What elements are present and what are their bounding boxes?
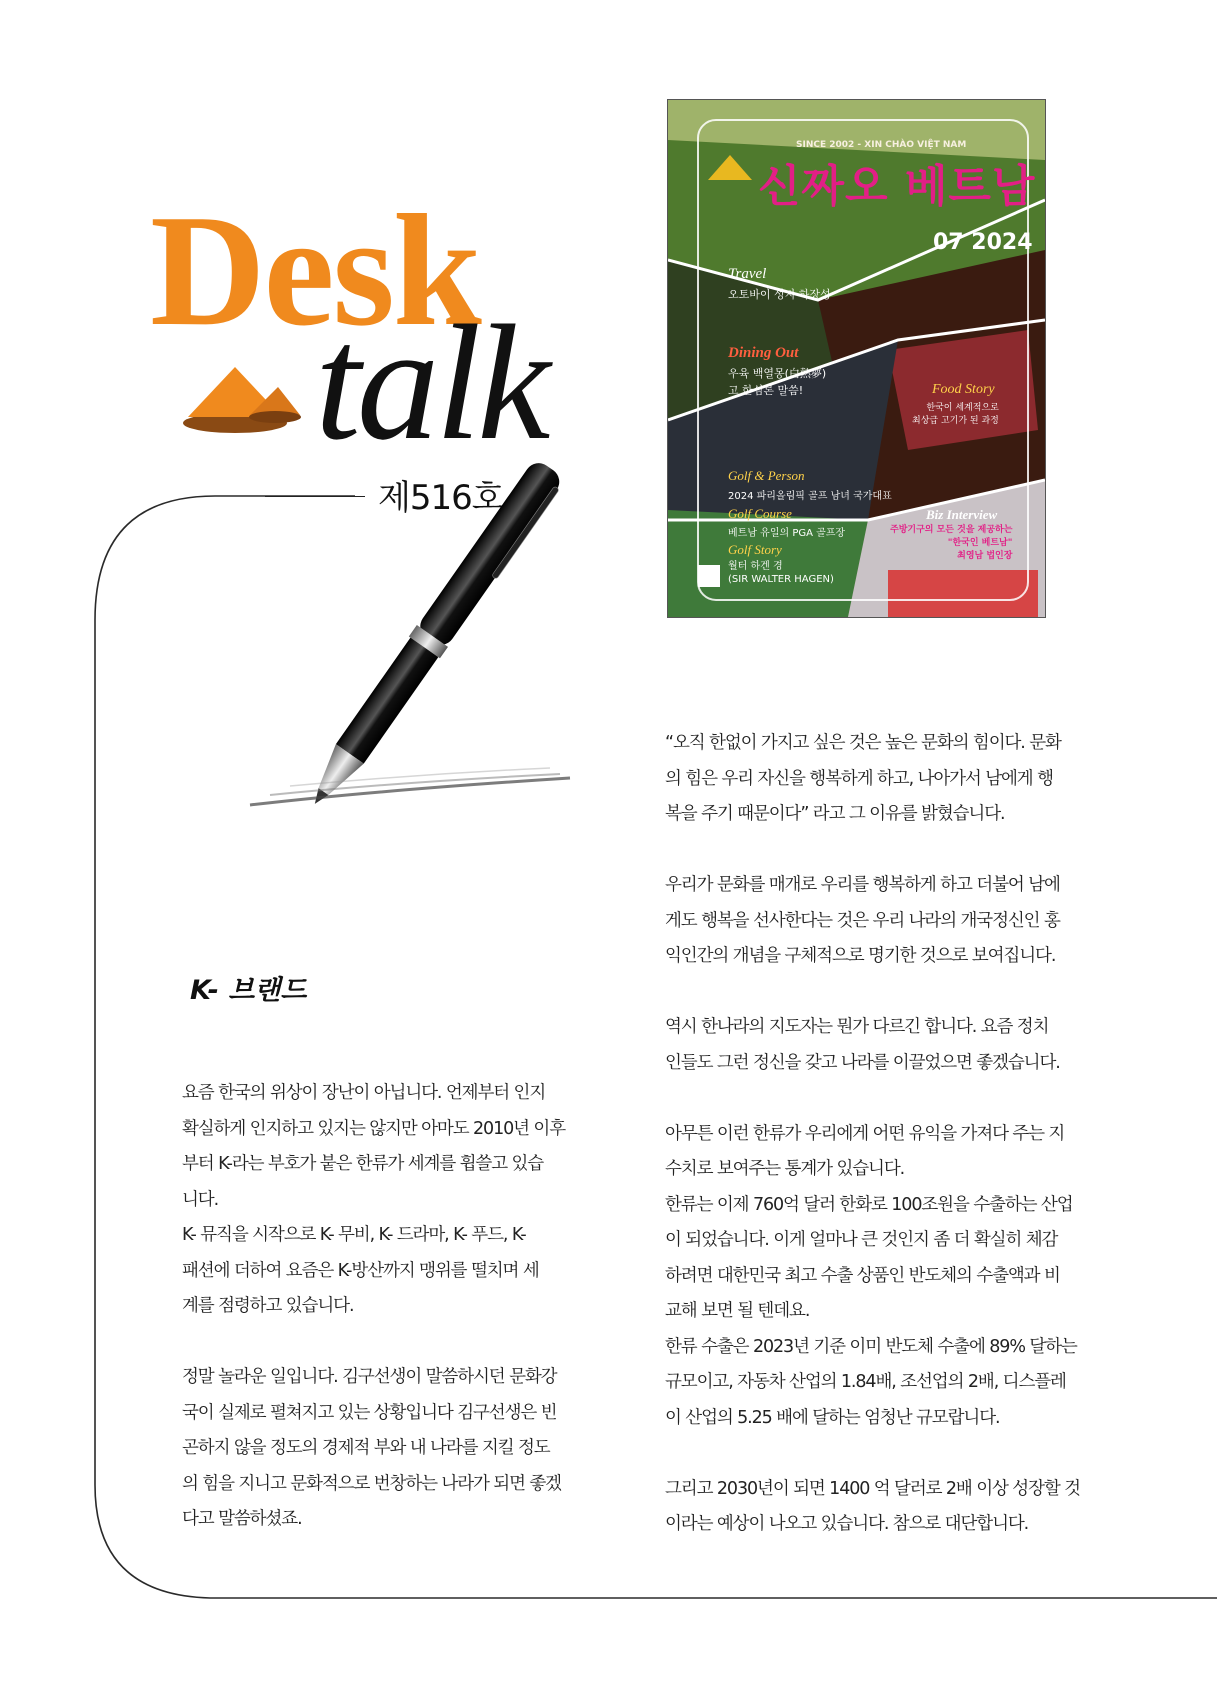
article-line: 그리고 2030년이 되면 1400 억 달러로 2배 이상 성장할 것 <box>665 1478 1080 1499</box>
cover-dining-sub-line: 우육 백열몽(白熱夢) <box>728 367 827 380</box>
article-line: 한류 수출은 2023년 기준 이미 반도체 수출에 89% 달하는 <box>665 1336 1077 1357</box>
article-line: 규모이고, 자동차 산업의 1.84배, 조선업의 2배, 디스플레 <box>665 1372 1066 1392</box>
cover-golf-story-sub-line: 월터 하겐 경 <box>728 561 783 572</box>
cover-travel-sub: 오토바이 성지 하장성 <box>728 288 831 301</box>
article-line: 요즘 한국의 위상이 장난이 아닙니다. 언제부터 인지 <box>182 1083 546 1103</box>
cover-dining-label: Dining Out <box>728 345 799 361</box>
cover-title: 신짜오 베트남 <box>758 161 1036 212</box>
cover-golf-course-label: Golf Course <box>728 506 792 521</box>
article-line: 한류는 이제 760억 달러 한화로 100조원을 수출하는 산업 <box>665 1194 1073 1215</box>
cover-dining-sub <box>728 366 826 399</box>
cover-biz-sub-line: 주방기구의 모든 것을 제공하는 <box>890 525 1013 535</box>
cover-golf-story-sub-line: (SIR WALTER HAGEN) <box>728 574 834 585</box>
article-line: 정말 놀라운 일입니다. 김구선생이 말씀하시던 문화강 <box>182 1367 557 1387</box>
logo-desk-text: Desk <box>150 181 480 359</box>
article-line: 니다. <box>182 1189 219 1210</box>
article-right-column <box>665 726 1105 1543</box>
article-line: 수치로 보여주는 통계가 있습니다. <box>665 1159 905 1179</box>
cover-biz-sub-line: "한국인 베트남" <box>947 538 1013 549</box>
article-line: 우리가 문화를 매개로 우리를 행복하게 하고 더불어 남에 <box>665 875 1060 895</box>
article-line: 확실하게 인지하고 있지는 않지만 아마도 2010년 이후 <box>182 1118 566 1139</box>
cover-food-sub-line: 한국이 세계적으로 <box>926 403 999 413</box>
article-line: 계를 점령하고 있습니다. <box>182 1296 354 1316</box>
cover-biz-label: Biz Interview <box>926 507 998 522</box>
article-line: 의 힘을 지니고 문화적으로 번창하는 나라가 되면 좋겠 <box>182 1473 561 1494</box>
cover-dining-sub-line: 고 한심론 말씀! <box>728 383 804 397</box>
article-line: 다고 말씀하셨죠. <box>182 1509 302 1529</box>
article-line: 부터 K-라는 부호가 붙은 한류가 세계를 휩쓸고 있습 <box>182 1154 544 1174</box>
cover-golf-story-sub <box>728 560 834 586</box>
article-line: 교해 보면 될 텐데요. <box>665 1301 810 1321</box>
article-line <box>665 833 1105 869</box>
article-line: 역시 한나라의 지도자는 뭔가 다르긴 합니다. 요즘 정치 <box>665 1017 1049 1037</box>
article-line: K- 뮤직을 시작으로 K- 무비, K- 드라마, K- 푸드, K- <box>182 1225 526 1245</box>
article-line: 아무튼 이런 한류가 우리에게 어떤 유익을 가져다 주는 지 <box>665 1123 1065 1144</box>
article-line <box>665 975 1105 1011</box>
article-line <box>665 1436 1105 1472</box>
mountain-logo-icon <box>180 365 305 435</box>
cover-golf-course-sub: 베트남 유일의 PGA 골프장 <box>728 528 846 539</box>
article-line: “오직 한없이 가지고 싶은 것은 높은 문화의 힘이다. 문화 <box>665 733 1061 753</box>
article-line: 익인간의 개념을 구체적으로 명기한 것으로 보여집니다. <box>665 946 1056 966</box>
article-line: 이 산업의 5.25 배에 달하는 엄청난 규모랍니다. <box>665 1407 1000 1428</box>
pen-illustration-icon <box>230 460 630 880</box>
article-line: 곤하지 않을 정도의 경제적 부와 내 나라를 지킬 정도 <box>182 1438 550 1458</box>
article-line: 하려면 대한민국 최고 수출 상품인 반도체의 수출액과 비 <box>665 1265 1060 1286</box>
article-line: 이 되었습니다. 이게 얼마나 큰 것인지 좀 더 확실히 체감 <box>665 1230 1058 1250</box>
article-line: 인들도 그런 정신을 갖고 나라를 이끌었으면 좋겠습니다. <box>665 1052 1060 1073</box>
cover-golf-person-sub: 2024 파리올림픽 골프 남녀 국가대표 <box>728 491 892 502</box>
issue-number: 제516호 <box>378 478 504 518</box>
cover-food-sub <box>912 402 999 427</box>
cover-travel-label: Travel <box>728 266 767 282</box>
cover-golf-person-label: Golf & Person <box>728 468 805 483</box>
article-line: 이라는 예상이 나오고 있습니다. 참으로 대단합니다. <box>665 1514 1029 1534</box>
article-line: 패션에 더하여 요즘은 K-방산까지 맹위를 떨치며 세 <box>182 1260 539 1281</box>
article-line: 복을 주기 때문이다” 라고 그 이유를 밝혔습니다. <box>665 804 1005 824</box>
cover-since-label: SINCE 2002 - XIN CHÀO VIỆT NAM <box>796 140 967 150</box>
article-line: 국이 실제로 펼쳐지고 있는 상황입니다 김구선생은 빈 <box>182 1402 557 1423</box>
article-heading: K- 브랜드 <box>190 975 307 1006</box>
article-line: 게도 행복을 선사한다는 것은 우리 나라의 개국정신인 홍 <box>665 910 1060 931</box>
cover-golf-story-label: Golf Story <box>728 542 782 557</box>
cover-issue: 07 2024 <box>933 230 1033 255</box>
cover-food-sub-line: 최상급 고기가 된 과정 <box>912 415 999 426</box>
article-left-column <box>182 1076 617 1538</box>
article-line: 의 힘은 우리 자신을 행복하게 하고, 나아가서 남에게 행 <box>665 768 1053 789</box>
article-line <box>665 1081 1105 1117</box>
cover-food-label: Food Story <box>932 382 995 397</box>
cover-biz-sub <box>890 524 1012 563</box>
article-line <box>182 1325 617 1361</box>
logo-talk-text: talk <box>315 291 547 474</box>
cover-biz-sub-line: 최영남 법인장 <box>957 551 1013 562</box>
magazine-cover <box>667 99 1046 618</box>
